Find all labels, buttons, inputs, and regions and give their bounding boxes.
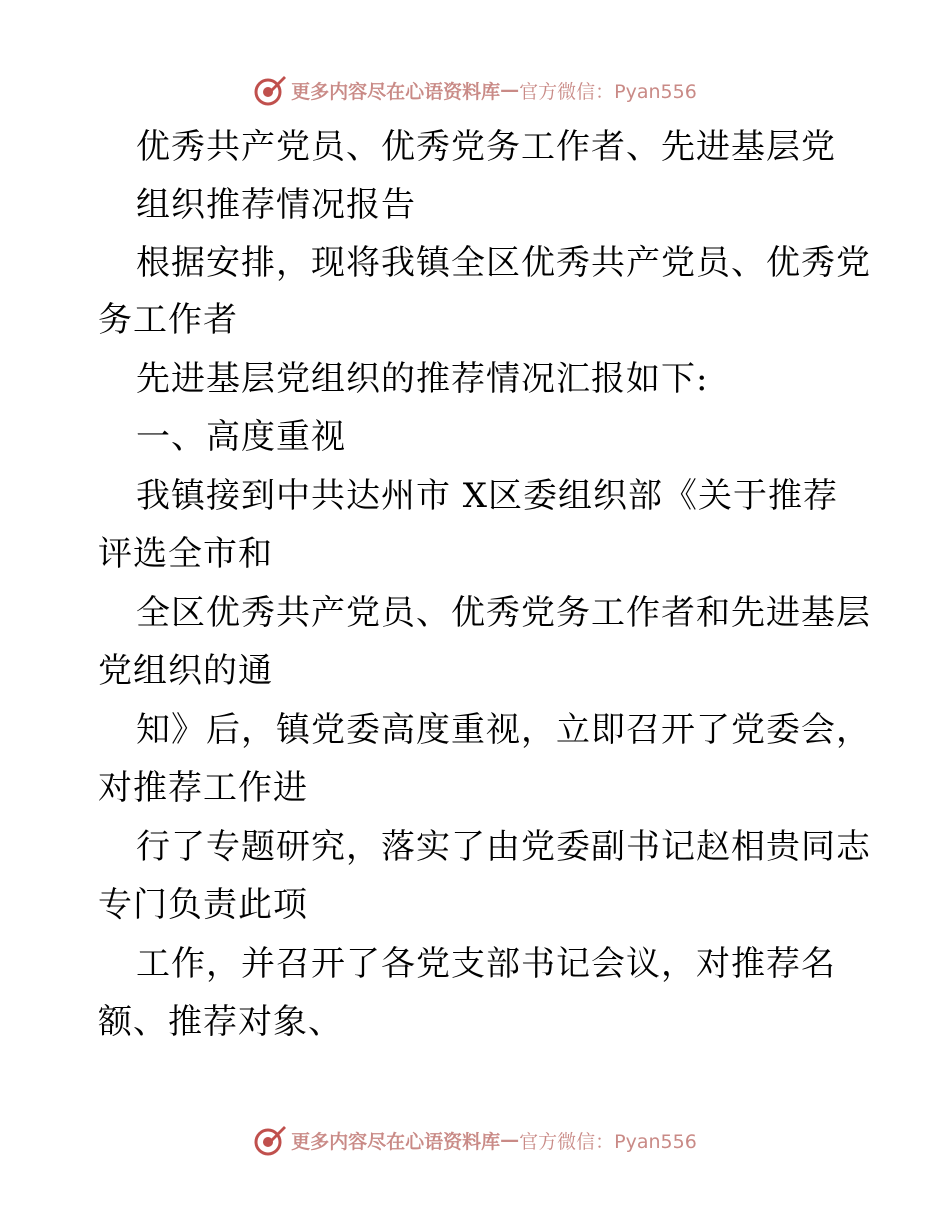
watermark-main-text: 更多内容尽在心语资料库 [291, 80, 501, 103]
doc-paragraph-line: 党组织的通 [98, 651, 273, 691]
pen-logo-icon [253, 1123, 287, 1157]
doc-paragraph-line: 额、推荐对象、 [98, 1002, 343, 1042]
doc-paragraph-line: 行了专题研究，落实了由党委副书记赵相贵同志 [136, 827, 871, 867]
doc-paragraph-line: 全区优秀共产党员、优秀党务工作者和先进基层 [136, 593, 871, 633]
doc-paragraph-line: 根据安排，现将我镇全区优秀共产党员、优秀党 [136, 243, 871, 283]
footer-watermark [0, 1120, 950, 1160]
watermark-main-text: 更多内容尽在心语资料库 [291, 1130, 501, 1153]
doc-paragraph-line: 工作，并召开了各党支部书记会议，对推荐名 [136, 944, 836, 984]
doc-section-heading: 一、高度重视 [136, 417, 346, 457]
doc-paragraph-line: 我镇接到中共达州市 X区委组织部《关于推荐 [136, 476, 839, 516]
doc-paragraph-line: 知》后，镇党委高度重视，立即召开了党委会， [136, 710, 871, 750]
doc-paragraph-line: 务工作者 [98, 300, 238, 340]
watermark-sub-text: 官方微信：Pyan556 [519, 1130, 697, 1153]
doc-title-line-2: 组织推荐情况报告 [136, 185, 416, 225]
watermark-sub-text: 官方微信：Pyan556 [519, 80, 697, 103]
doc-paragraph-line: 专门负责此项 [98, 885, 308, 925]
watermark-separator: — [500, 1129, 520, 1151]
watermark-separator: — [500, 79, 520, 101]
doc-title-line-1: 优秀共产党员、优秀党务工作者、先进基层党 [136, 127, 836, 167]
doc-paragraph-line: 先进基层党组织的推荐情况汇报如下: [136, 359, 709, 399]
doc-paragraph-line: 评选全市和 [98, 534, 273, 574]
doc-paragraph-line: 对推荐工作进 [98, 768, 308, 808]
